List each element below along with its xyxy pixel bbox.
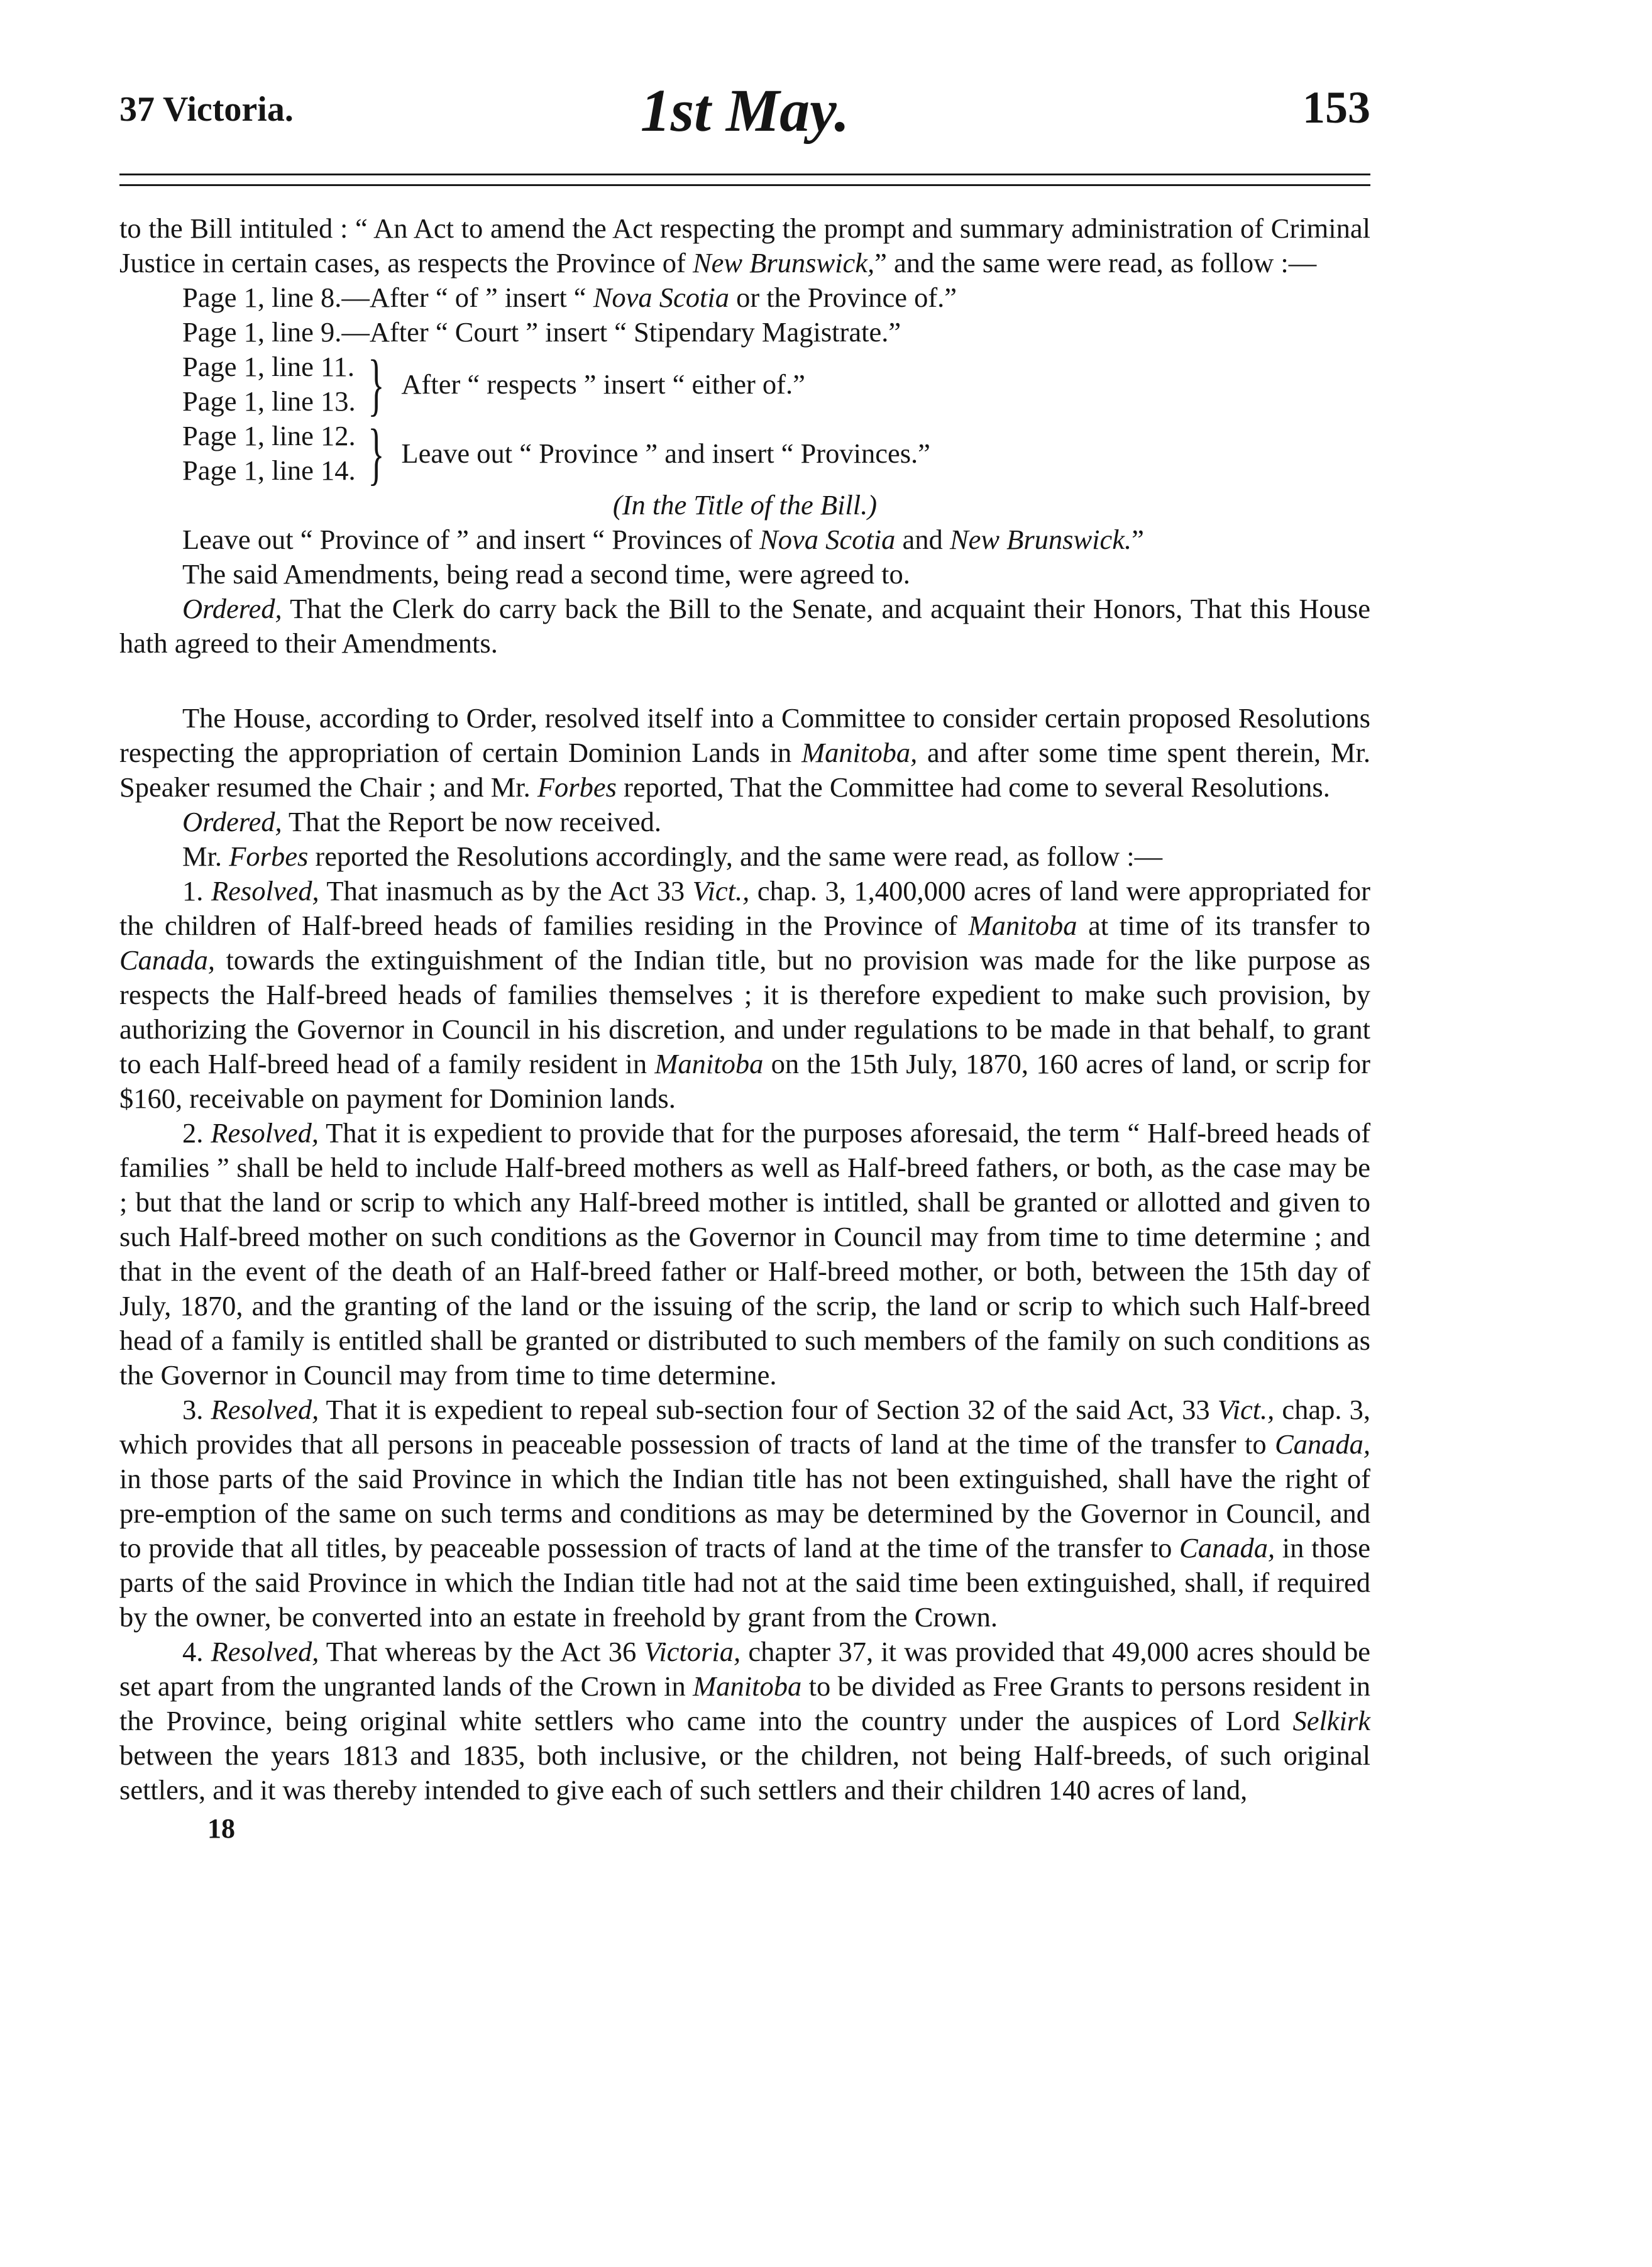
amendment-line: Page 1, line 11. (182, 351, 355, 382)
resolution-2: 2. Resolved, That it is expedient to provide that for the purposes aforesaid, the term “ Half-breed heads of families ” shall be held to include Half-breed mothers as well as Half-breed fathers, or both, as the case may be ; but that the land or scrip to which any Half-breed mother is intitled, shall be granted or allotted and given to such Half-breed mother on such conditions as the Governor in Council may from time to time determine ; and that in the event of the death of an Half-breed father or Half-breed mother, or both, between the 15th day of July, 1870, and the granting of the land or the issuing of the scrip, the land or scrip to which such Half-breed head of a family is entitled shall be granted or distributed to such members of the family on such conditions as the Governor in Council may from time to time determine. (119, 1117, 1371, 1391)
date-heading: 1st May. (640, 77, 850, 144)
order-report-received: Ordered, That the Report be now received. (182, 806, 662, 837)
title-amendment: Leave out “ Province of ” and insert “ Provinces of Nova Scotia and New Brunswick.” (182, 524, 1144, 555)
amendment-brace-group (182, 346, 1370, 422)
page-body (119, 211, 1370, 1846)
journal-page (119, 75, 1370, 2232)
session-label: 37 Victoria. (119, 90, 294, 129)
amendments-agreed: The said Amendments, being read a second time, were agreed to. (182, 558, 910, 590)
report-resolutions: Mr. Forbes reported the Resolutions accordingly, and the same were read, as follow :— (182, 841, 1163, 872)
amendment-line: Page 1, line 12. (182, 420, 356, 451)
amendment-line: Page 1, line 8.—After “ of ” insert “ Nova Scotia or the Province of.” (182, 282, 957, 313)
resolution-4: 4. Resolved, That whereas by the Act 36 Victoria, chapter 37, it was provided that 49,000 acres should be set apart from the ungranted lands of the Crown in Manitoba to be divided as Free Grants to persons resident in the Province, being original white settlers who came into the country under the auspices of Lord Selkirk between the years 1813 and 1835, both inclusive, or the children, not being Half-breeds, of such original settlers, and it was thereby intended to give each of such settlers and their children 140 acres of land, (119, 1636, 1370, 1806)
header-double-rule (119, 174, 1370, 186)
amendment-instruction: Leave out “ Province ” and insert “ Provinces.” (401, 437, 930, 469)
title-note: (In the Title of the Bill.) (612, 489, 878, 521)
right-brace-icon: } (367, 415, 385, 492)
amendment-line: Page 1, line 14. (182, 455, 356, 486)
right-brace-icon: } (367, 346, 385, 422)
resolution-1: 1. Resolved, That inasmuch as by the Act 33 Vict., chap. 3, 1,400,000 acres of land were appropriated for the children of Half-breed heads of families residing in the Province of Manitoba at time of its transfer to Canada, towards the extinguishment of the Indian title, but no provision was made for the like purpose as respects the Half-breed heads of families themselves ; it is therefore expedient to make such provision, by authorizing the Governor in Council in his discretion, and under regulations to be made in that behalf, to grant to each Half-breed head of a family resident in Manitoba on the 15th July, 1870, 160 acres of land, or scrip for $160, receivable on payment for Dominion lands. (119, 875, 1370, 1114)
signature-mark: 18 (207, 1813, 235, 1844)
amendment-brace-group (182, 415, 1370, 492)
resolution-3: 3. Resolved, That it is expedient to repeal sub-section four of Section 32 of the said Act, 33 Vict., chap. 3, which provides that all persons in peaceable possession of tracts of land at the time of the transfer to Canada, in those parts of the said Province in which the Indian title has not been extinguished, shall have the right of pre-emption of the same on such terms and conditions as may be determined by the Governor in Council, and to provide that all titles, by peaceable possession of tracts of land at the time of the transfer to Canada, in those parts of the said Province in which the Indian title had not at the said time been extinguished, shall, if required by the owner, be converted into an estate in freehold by grant from the Crown. (119, 1394, 1371, 1633)
amendment-line: Page 1, line 13. (182, 385, 356, 417)
amendment-instruction: After “ respects ” insert “ either of.” (401, 368, 805, 400)
amendment-line: Page 1, line 9.—After “ Court ” insert “ Stipendary Magistrate.” (182, 316, 901, 348)
page-header (119, 75, 1370, 157)
amendment-intro: to the Bill intituled : “ An Act to amend the Act respecting the prompt and summary administration of Criminal Justice in certain cases, as respects the Province of New Brunswick,” and the same were read, as follow :— (119, 212, 1370, 279)
committee-paragraph: The House, according to Order, resolved itself into a Committee to consider certain proposed Resolutions respecting the appropriation of certain Dominion Lands in Manitoba, and after some time spent therein, Mr. Speaker resumed the Chair ; and Mr. Forbes reported, That the Committee had come to several Resolutions. (119, 702, 1370, 803)
order-carry-back: Ordered, That the Clerk do carry back the Bill to the Senate, and acquaint their Honors, That this House hath agreed to their Amendments. (119, 593, 1370, 659)
page-number: 153 (1302, 82, 1370, 133)
